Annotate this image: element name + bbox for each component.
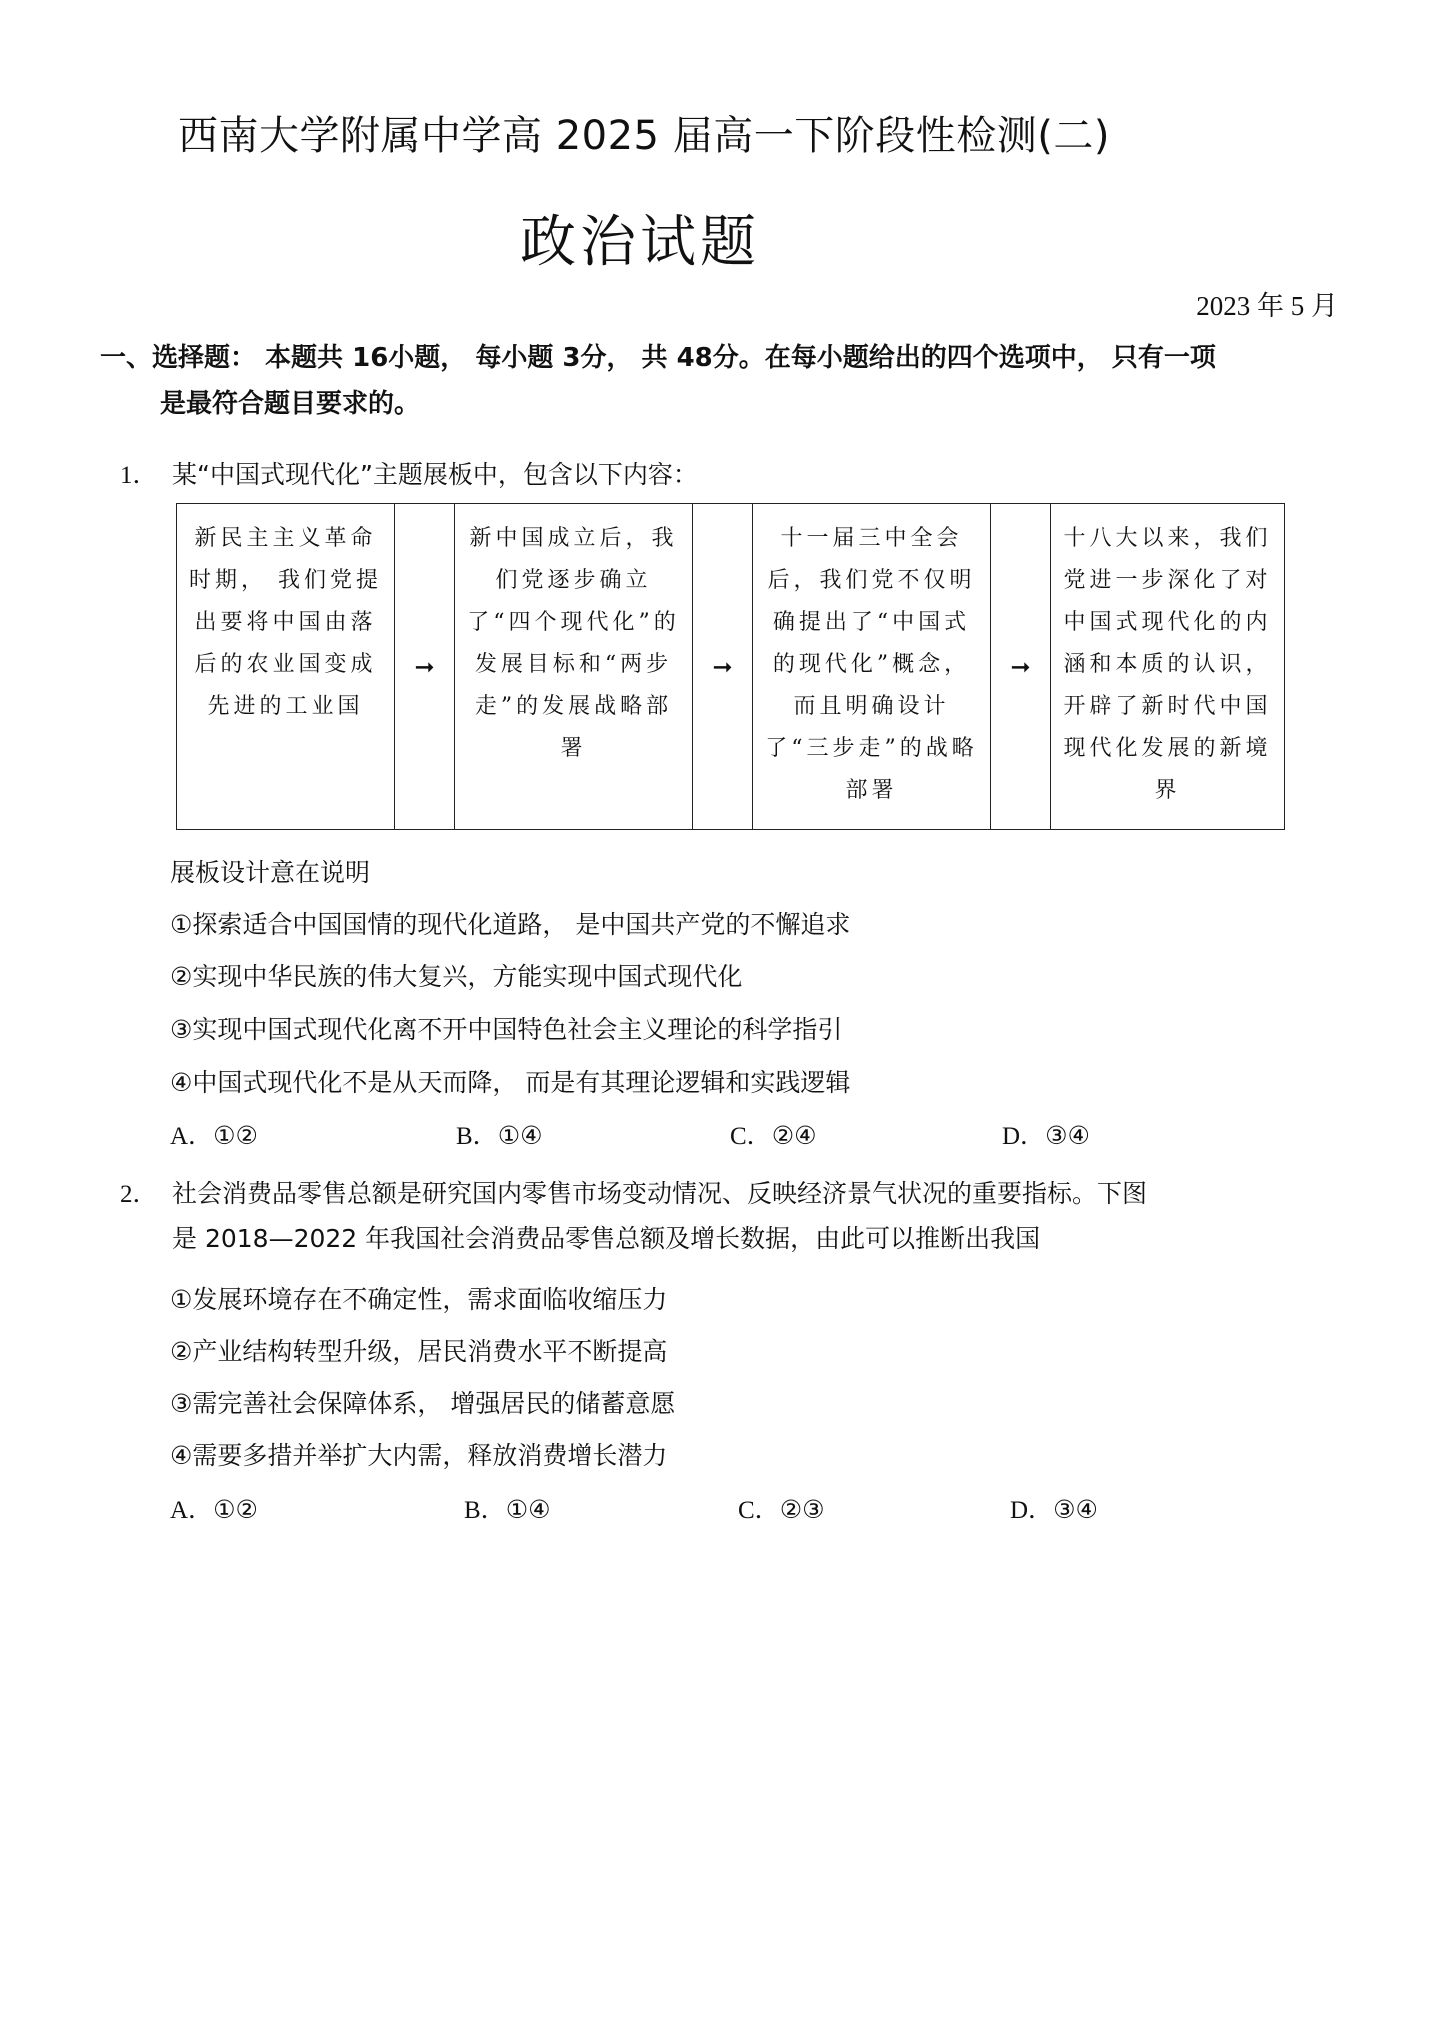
question-2-stem: [120, 1172, 1320, 1261]
option-letter: B．: [456, 1123, 498, 1150]
option-letter: D．: [1002, 1123, 1046, 1150]
right-arrow-icon: ➞: [991, 504, 1051, 830]
option-letter: A．: [170, 1497, 214, 1524]
question-2-statement-1: ①发展环境存在不确定性，需求面临收缩压力: [170, 1285, 668, 1314]
option-letter: D．: [1010, 1497, 1054, 1524]
question-1-statement-1: ①探索适合中国国情的现代化道路， 是中国共产党的不懈追求: [170, 910, 851, 939]
right-arrow-icon: ➞: [395, 504, 455, 830]
question-number: 2．: [120, 1181, 158, 1208]
question-1-statement-2: ②实现中华民族的伟大复兴，方能实现中国式现代化: [170, 962, 743, 991]
option-letter: C．: [730, 1123, 772, 1150]
question-1-option-d[interactable]: [1002, 1116, 1090, 1152]
question-1-option-a[interactable]: [170, 1116, 258, 1152]
question-2-statement-4: ④需要多措并举扩大内需，释放消费增长潜力: [170, 1441, 668, 1470]
subject-title: 政治试题: [520, 210, 760, 275]
option-value: ①②: [213, 1495, 258, 1524]
question-1-statement-4: ④中国式现代化不是从天而降， 而是有其理论逻辑和实践逻辑: [170, 1068, 851, 1097]
question-2-option-b[interactable]: [464, 1490, 551, 1526]
option-value: ①④: [505, 1495, 551, 1524]
question-1-prompt: 展板设计意在说明: [170, 858, 371, 887]
question-2-statement-3: ③需完善社会保障体系， 增强居民的储蓄意愿: [170, 1389, 676, 1418]
option-value: ③④: [1053, 1495, 1098, 1524]
section-heading: [100, 335, 1330, 427]
section-heading-line2: 是最符合题目要求的。: [160, 389, 421, 419]
option-letter: B．: [464, 1497, 506, 1524]
option-letter: A．: [170, 1123, 214, 1150]
school-exam-title: 西南大学附属中学高 2025 届高一下阶段性检测(二): [178, 113, 1110, 159]
question-1-stem: [120, 455, 698, 491]
option-value: ①②: [213, 1121, 258, 1150]
question-text: 某“中国式现代化”主题展板中，包含以下内容：: [172, 460, 698, 489]
board-panel-3: 十一届三中全会后，我们党不仅明确提出了“中国式的现代化”概念，而且明确设计了“三步走”的战略部署: [753, 504, 991, 830]
option-value: ①④: [497, 1121, 543, 1150]
board-panel-4: 十八大以来，我们党进一步深化了对中国式现代化的内涵和本质的认识， 开辟了新时代中国现代化发展的新境界: [1051, 504, 1285, 830]
question-text-line1: 社会消费品零售总额是研究国内零售市场变动情况、反映经济景气状况的重要指标。下图: [172, 1179, 1148, 1208]
option-value: ③④: [1045, 1121, 1090, 1150]
question-2-option-d[interactable]: [1010, 1490, 1098, 1526]
question-1-statement-3: ③实现中国式现代化离不开中国特色社会主义理论的科学指引: [170, 1015, 843, 1044]
question-2-option-a[interactable]: [170, 1490, 258, 1526]
exhibition-board-table: [176, 503, 1285, 830]
board-panel-2: 新中国成立后，我们党逐步确立了“四个现代化”的发展目标和“两步走”的发展战略部署: [455, 504, 693, 830]
question-1-option-b[interactable]: [456, 1116, 543, 1152]
question-2-statement-2: ②产业结构转型升级，居民消费水平不断提高: [170, 1337, 668, 1366]
section-heading-line1: 一、选择题： 本题共 16小题， 每小题 3分， 共 48分。在每小题给出的四个选项中， 只有一项: [100, 343, 1216, 373]
option-letter: C．: [738, 1497, 780, 1524]
option-value: ②③: [779, 1495, 825, 1524]
board-panel-1: 新民主主义革命时期， 我们党提出要将中国由落后的农业国变成先进的工业国: [177, 504, 395, 830]
exam-date: 2023 年 5 月: [1196, 291, 1338, 321]
question-1-option-c[interactable]: [730, 1116, 817, 1152]
question-2-option-c[interactable]: [738, 1490, 825, 1526]
question-number: 1．: [120, 462, 158, 489]
option-value: ②④: [771, 1121, 817, 1150]
right-arrow-icon: ➞: [693, 504, 753, 830]
question-text-line2: 是 2018—2022 年我国社会消费品零售总额及增长数据，由此可以推断出我国: [172, 1224, 1041, 1253]
